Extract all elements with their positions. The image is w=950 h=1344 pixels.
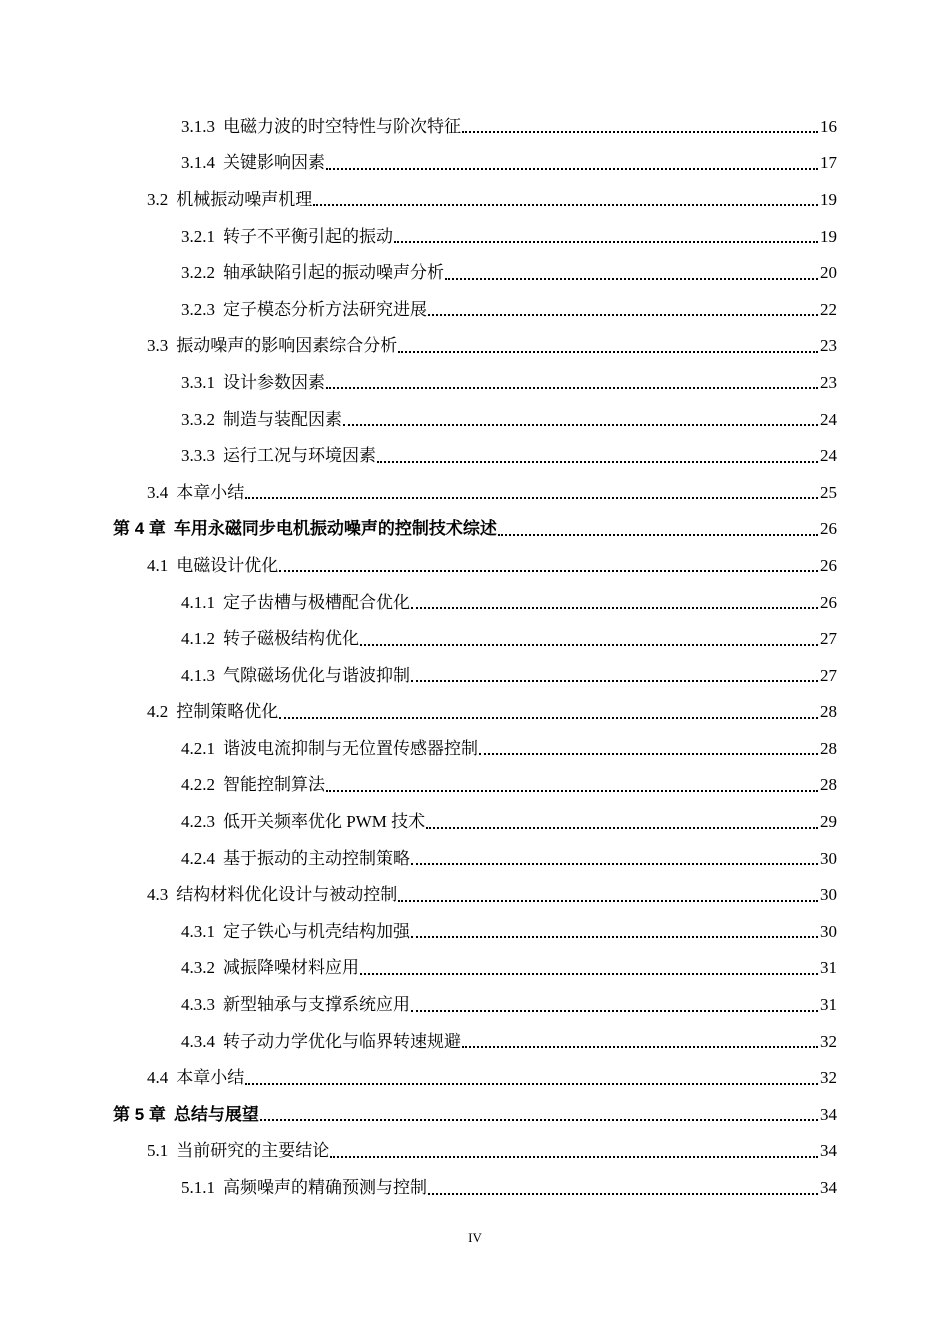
toc-entry-text: 车用永磁同步电机振动噪声的控制技术综述: [173, 519, 497, 539]
toc-entry-text: 电磁设计优化: [176, 555, 279, 575]
dot-leader: [462, 1046, 818, 1048]
toc-entry-number: 3.3.1: [181, 372, 215, 392]
toc-entry-number: 5.1: [147, 1141, 169, 1161]
toc-entry-text: 转子磁极结构优化: [223, 629, 359, 649]
toc-entry-title: [181, 411, 342, 428]
dot-leader: [411, 680, 818, 682]
toc-entry-text: 轴承缺陷引起的振动噪声分析: [223, 263, 444, 283]
dot-leader: [343, 424, 818, 426]
toc-entry-title: [181, 923, 410, 940]
toc-entry-text: 制造与装配因素: [223, 409, 342, 429]
toc-entry-page: 22: [820, 299, 837, 319]
table-of-contents: [0, 108, 950, 1206]
toc-entry-number: 4.2.1: [181, 738, 215, 758]
toc-entry-page: 30: [820, 921, 837, 941]
toc-entry-page: 30: [820, 885, 837, 905]
toc-entry-title: [181, 959, 359, 976]
dot-leader: [245, 1083, 818, 1085]
toc-entry-title: [181, 667, 410, 684]
toc-entry-number: 3.2.1: [181, 226, 215, 246]
toc-entry-page: 16: [820, 116, 837, 136]
toc-entry[interactable]: [0, 620, 950, 657]
toc-entry-page: 31: [820, 958, 837, 978]
dot-leader: [398, 900, 818, 902]
toc-entry-number: 4.3.3: [181, 995, 215, 1015]
toc-entry-number: 3.4: [147, 482, 169, 502]
toc-entry-page: 34: [820, 1104, 837, 1124]
toc-entry[interactable]: [0, 1059, 950, 1096]
toc-entry[interactable]: [0, 145, 950, 182]
dot-leader: [313, 204, 818, 206]
toc-entry-page: 27: [820, 665, 837, 685]
dot-leader: [245, 497, 818, 499]
toc-entry-number: 4.2.2: [181, 775, 215, 795]
toc-entry-title: [181, 118, 461, 135]
toc-entry[interactable]: [0, 401, 950, 438]
toc-entry-number: 3.3.2: [181, 409, 215, 429]
dot-leader: [398, 351, 818, 353]
dot-leader: [377, 461, 818, 463]
toc-entry[interactable]: [0, 730, 950, 767]
toc-entry-title: [113, 1106, 259, 1123]
toc-entry-number: 3.2.2: [181, 263, 215, 283]
toc-entry-text: 结构材料优化设计与被动控制: [176, 885, 398, 905]
dot-leader: [326, 790, 818, 792]
toc-entry-number: 5.1.1: [181, 1178, 215, 1198]
dot-leader: [279, 570, 818, 572]
toc-entry-number: 3.3.3: [181, 446, 215, 466]
toc-entry-page: 32: [820, 1031, 837, 1051]
toc-entry-title: [147, 1142, 329, 1159]
toc-entry[interactable]: [0, 547, 950, 584]
toc-entry-page: 19: [820, 226, 837, 246]
toc-entry-page: 24: [820, 446, 837, 466]
toc-entry-title: [181, 1179, 427, 1196]
toc-entry-page: 26: [820, 555, 837, 575]
toc-entry-page: 32: [820, 1068, 837, 1088]
toc-entry-text: 高频噪声的精确预测与控制: [223, 1178, 427, 1198]
toc-entry-title: [181, 813, 425, 830]
toc-entry[interactable]: [0, 1169, 950, 1206]
dot-leader: [326, 168, 818, 170]
toc-entry-title: [147, 337, 397, 354]
toc-entry-text: 机械振动噪声机理: [176, 189, 313, 209]
toc-entry-title: [181, 776, 325, 793]
toc-entry[interactable]: [0, 291, 950, 328]
dot-leader: [360, 644, 818, 646]
toc-entry-text: 新型轴承与支撑系统应用: [223, 995, 410, 1015]
toc-entry-number: 第 5 章: [113, 1104, 166, 1124]
toc-entry-text: 定子铁心与机壳结构加强: [223, 921, 410, 941]
dot-leader: [498, 534, 818, 536]
toc-entry[interactable]: [0, 803, 950, 840]
toc-entry-text: 基于振动的主动控制策略: [223, 848, 410, 868]
toc-entry-text: 控制策略优化: [176, 702, 279, 722]
toc-entry-number: 4.2: [147, 702, 169, 722]
toc-entry-title: [147, 886, 397, 903]
toc-entry-title: [147, 191, 312, 208]
toc-entry-title: [147, 1069, 244, 1086]
dot-leader: [326, 387, 818, 389]
dot-leader: [260, 1119, 818, 1121]
toc-entry-number: 4.1.3: [181, 665, 215, 685]
toc-entry-number: 3.2.3: [181, 299, 215, 319]
toc-entry-number: 4.3.2: [181, 958, 215, 978]
dot-leader: [445, 278, 818, 280]
dot-leader: [411, 607, 818, 609]
toc-entry-page: 24: [820, 409, 837, 429]
toc-entry-page: 17: [820, 153, 837, 173]
toc-entry-number: 4.3.1: [181, 921, 215, 941]
toc-entry-page: 26: [820, 519, 837, 539]
toc-entry[interactable]: [0, 1133, 950, 1170]
toc-entry-title: [181, 154, 325, 171]
toc-entry-page: 30: [820, 848, 837, 868]
toc-entry[interactable]: [0, 511, 950, 548]
toc-entry-title: [181, 850, 410, 867]
dot-leader: [279, 717, 818, 719]
toc-entry-title: [181, 301, 427, 318]
dot-leader: [426, 827, 818, 829]
toc-entry-text: 运行工况与环境因素: [223, 446, 376, 466]
toc-entry-text: 减振降噪材料应用: [223, 958, 359, 978]
toc-entry[interactable]: [0, 108, 950, 145]
toc-entry[interactable]: [0, 1023, 950, 1060]
toc-entry-number: 3.2: [147, 189, 169, 209]
toc-entry-page: 26: [820, 592, 837, 612]
dot-leader: [330, 1156, 818, 1158]
toc-entry-text: 本章小结: [176, 1068, 245, 1088]
toc-entry[interactable]: [0, 328, 950, 365]
toc-entry-page: 25: [820, 482, 837, 502]
dot-leader: [411, 1010, 818, 1012]
toc-entry[interactable]: [0, 364, 950, 401]
toc-entry-text: 电磁力波的时空特性与阶次特征: [223, 116, 461, 136]
toc-entry-title: [181, 447, 376, 464]
toc-entry-page: 28: [820, 775, 837, 795]
toc-entry-text: 定子模态分析方法研究进展: [223, 299, 427, 319]
toc-entry[interactable]: [0, 181, 950, 218]
dot-leader: [360, 973, 818, 975]
toc-entry-number: 4.4: [147, 1068, 169, 1088]
toc-entry-number: 3.1.3: [181, 116, 215, 136]
toc-entry-text: 谐波电流抑制与无位置传感器控制: [223, 738, 478, 758]
toc-entry-number: 4.2.3: [181, 812, 215, 832]
toc-entry-page: 23: [820, 372, 837, 392]
toc-entry-page: 28: [820, 702, 837, 722]
toc-entry[interactable]: [0, 584, 950, 621]
toc-entry[interactable]: [0, 950, 950, 987]
toc-entry-text: 总结与展望: [173, 1104, 259, 1124]
toc-entry-page: 23: [820, 336, 837, 356]
toc-entry-text: 定子齿槽与极槽配合优化: [223, 592, 410, 612]
toc-entry-title: [181, 264, 444, 281]
toc-entry[interactable]: [0, 437, 950, 474]
toc-entry-text: 转子不平衡引起的振动: [223, 226, 393, 246]
toc-entry-number: 4.2.4: [181, 848, 215, 868]
toc-entry[interactable]: [0, 657, 950, 694]
toc-entry[interactable]: [0, 218, 950, 255]
toc-entry-page: 20: [820, 263, 837, 283]
dot-leader: [411, 863, 818, 865]
toc-entry-text: 转子动力学优化与临界转速规避: [223, 1031, 461, 1051]
dot-leader: [394, 241, 818, 243]
toc-entry-title: [113, 520, 497, 537]
toc-entry-page: 27: [820, 629, 837, 649]
toc-entry-text: 当前研究的主要结论: [176, 1141, 330, 1161]
toc-entry-page: 29: [820, 812, 837, 832]
toc-entry-title: [181, 594, 410, 611]
toc-entry-title: [147, 703, 278, 720]
dot-leader: [479, 753, 818, 755]
toc-entry[interactable]: [0, 1096, 950, 1133]
toc-entry-number: 4.3: [147, 885, 169, 905]
toc-entry-page: 19: [820, 189, 837, 209]
page-number: IV: [468, 1230, 482, 1245]
toc-entry[interactable]: [0, 474, 950, 511]
toc-entry-title: [181, 1033, 461, 1050]
toc-entry-title: [181, 996, 410, 1013]
toc-entry-number: 4.1.2: [181, 629, 215, 649]
toc-entry[interactable]: [0, 986, 950, 1023]
toc-entry-text: 气隙磁场优化与谐波抑制: [223, 665, 410, 685]
toc-entry[interactable]: [0, 876, 950, 913]
toc-entry-page: 31: [820, 995, 837, 1015]
toc-entry[interactable]: [0, 767, 950, 804]
toc-entry-number: 4.1: [147, 555, 169, 575]
toc-entry-page: 34: [820, 1141, 837, 1161]
toc-entry-text: 本章小结: [176, 482, 245, 502]
toc-entry-page: 28: [820, 738, 837, 758]
toc-entry-title: [181, 374, 325, 391]
toc-entry-number: 3.1.4: [181, 153, 215, 173]
dot-leader: [411, 936, 818, 938]
dot-leader: [428, 314, 818, 316]
toc-entry-text: 智能控制算法: [223, 775, 325, 795]
toc-entry-text: 振动噪声的影响因素综合分析: [176, 336, 398, 356]
toc-entry-number: 第 4 章: [113, 519, 166, 539]
toc-entry-title: [147, 484, 244, 501]
dot-leader: [462, 131, 818, 133]
toc-entry[interactable]: [0, 694, 950, 731]
toc-entry-title: [181, 630, 359, 647]
toc-entry-title: [181, 228, 393, 245]
toc-entry[interactable]: [0, 254, 950, 291]
toc-entry-title: [181, 740, 478, 757]
toc-entry-text: 关键影响因素: [223, 153, 325, 173]
toc-entry-text: 设计参数因素: [223, 372, 325, 392]
toc-entry-number: 3.3: [147, 336, 169, 356]
toc-entry[interactable]: [0, 840, 950, 877]
toc-entry[interactable]: [0, 913, 950, 950]
toc-entry-number: 4.3.4: [181, 1031, 215, 1051]
toc-entry-number: 4.1.1: [181, 592, 215, 612]
dot-leader: [428, 1193, 818, 1195]
toc-entry-text: 低开关频率优化 PWM 技术: [223, 812, 426, 832]
toc-entry-title: [147, 557, 278, 574]
toc-entry-page: 34: [820, 1178, 837, 1198]
